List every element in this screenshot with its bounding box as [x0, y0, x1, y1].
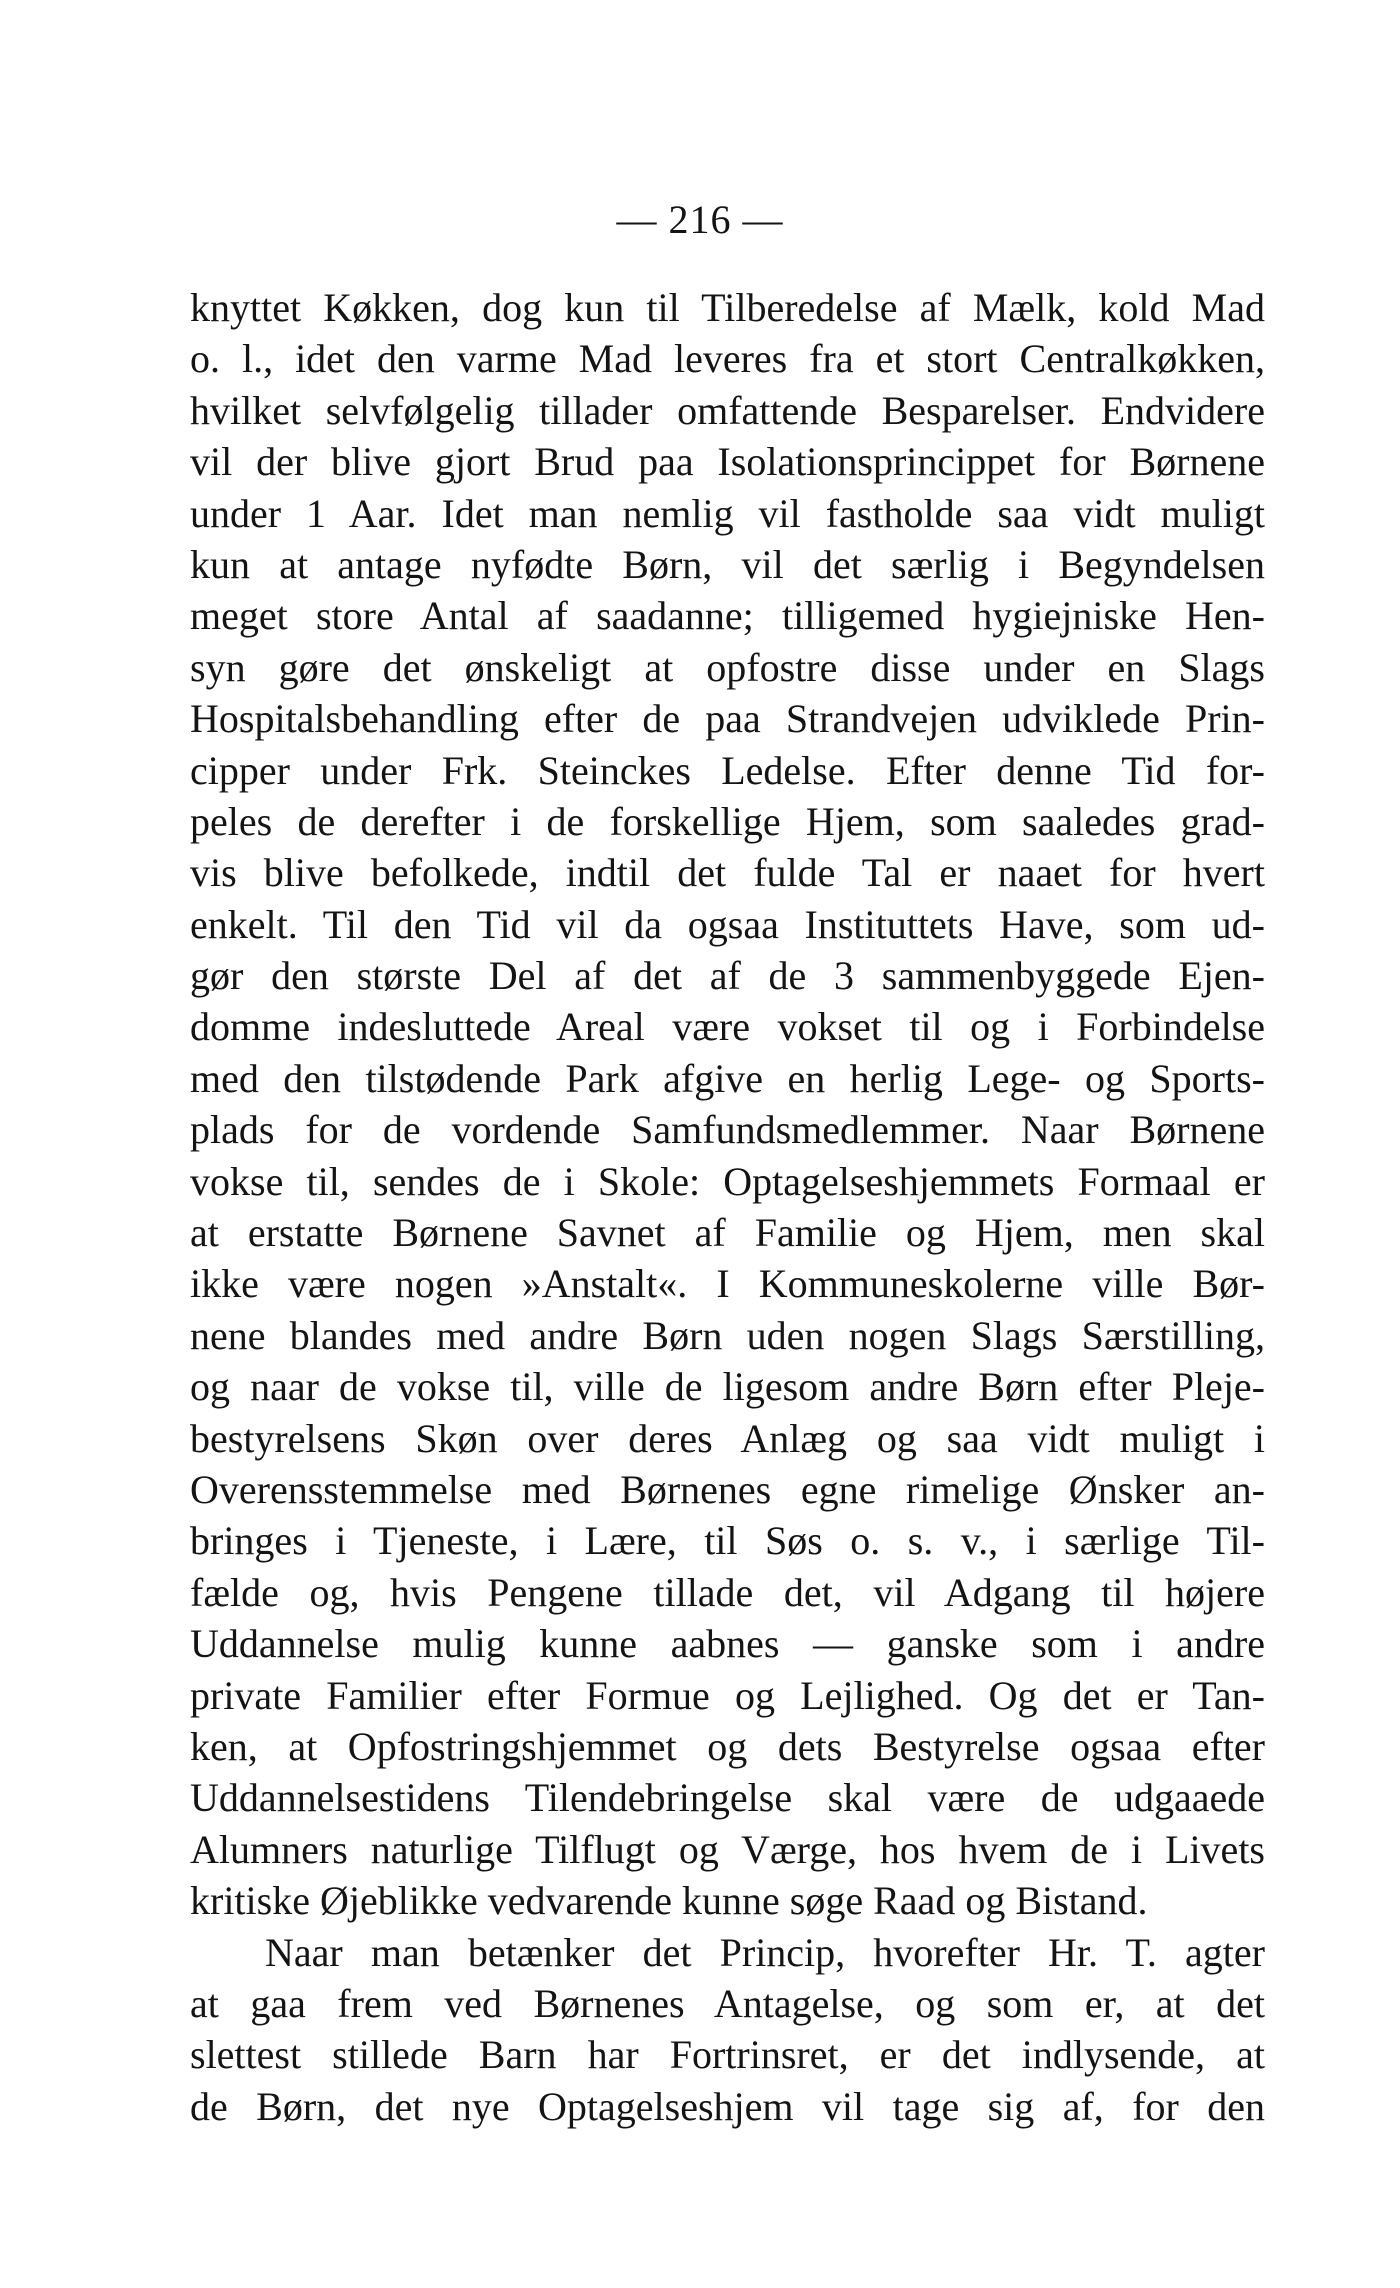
text-line: syn gøre det ønskeligt at opfostre disse under en Slags [190, 644, 1265, 690]
text-line: enkelt. Til den Tid vil da ogsaa Instituttets Have, som ud- [190, 901, 1265, 947]
text-line: vis blive befolkede, indtil det fulde Tal er naaet for hvert [190, 850, 1265, 896]
text-line: bringes i Tjeneste, i Lære, til Søs o. s. v., i særlige Til- [190, 1518, 1265, 1564]
text-line: knyttet Køkken, dog kun til Tilberedelse af Mælk, kold Mad [190, 285, 1265, 330]
text-line: Overensstemmelse med Børnenes egne rimelige Ønsker an- [190, 1466, 1265, 1512]
text-line: cipper under Frk. Steinckes Ledelse. Efter denne Tid for- [190, 747, 1265, 793]
text-line: ikke være nogen »Anstalt«. I Kommuneskolerne ville Bør- [190, 1261, 1265, 1307]
body-text [190, 282, 1265, 2132]
text-line: ken, at Opfostringshjemmet og dets Bestyrelse ogsaa efter [190, 1723, 1265, 1769]
text-line: og naar de vokse til, ville de ligesom andre Børn efter Pleje- [190, 1364, 1265, 1410]
text-line: Naar man betænker det Princip, hvorefter Hr. T. agter [265, 1929, 1265, 1975]
text-line: Uddannelsestidens Tilendebringelse skal være de udgaaede [190, 1775, 1265, 1821]
text-line: hvilket selvfølgelig tillader omfattende Besparelser. Endvidere [190, 387, 1265, 433]
text-line: vil der blive gjort Brud paa Isolationsprincippet for Børnene [190, 439, 1265, 485]
text-line: domme indesluttede Areal være vokset til og i Forbindelse [190, 1004, 1265, 1050]
text-line: gør den største Del af det af de 3 sammenbyggede Ejen- [190, 953, 1265, 999]
page-number: — 216 — [616, 197, 784, 242]
text-line: Uddannelse mulig kunne aabnes — ganske som i andre [190, 1621, 1265, 1667]
text-line: private Familier efter Formue og Lejlighed. Og det er Tan- [190, 1672, 1265, 1718]
text-line: bestyrelsens Skøn over deres Anlæg og saa vidt muligt i [190, 1415, 1265, 1461]
text-line: meget store Antal af saadanne; tilligemed hygiejniske Hen- [190, 593, 1265, 639]
text-line: vokse til, sendes de i Skole: Optagelseshjemmets Formaal er [190, 1158, 1265, 1204]
text-line: Hospitalsbehandling efter de paa Strandvejen udviklede Prin- [190, 696, 1265, 742]
text-line: slettest stillede Barn har Fortrinsret, er det indlysende, at [190, 2032, 1265, 2078]
text-line: at erstatte Børnene Savnet af Familie og Hjem, men skal [190, 1210, 1265, 1256]
text-line: kritiske Øjeblikke vedvarende kunne søge Raad og Bistand. [190, 1878, 1148, 1924]
text-line: Alumners naturlige Tilflugt og Værge, hos hvem de i Livets [190, 1826, 1265, 1872]
text-line: med den tilstødende Park afgive en herlig Lege- og Sports- [190, 1055, 1265, 1101]
text-line: kun at antage nyfødte Børn, vil det særlig i Begyndelsen [190, 541, 1265, 587]
text-line: fælde og, hvis Pengene tillade det, vil Adgang til højere [190, 1569, 1265, 1615]
text-line: o. l., idet den varme Mad leveres fra et stort Centralkøkken, [190, 336, 1265, 382]
text-line: at gaa frem ved Børnenes Antagelse, og som er, at det [190, 1980, 1265, 2026]
text-line: nene blandes med andre Børn uden nogen Slags Særstilling, [190, 1312, 1265, 1358]
text-line: under 1 Aar. Idet man nemlig vil fastholde saa vidt muligt [190, 490, 1265, 536]
text-line: de Børn, det nye Optagelseshjem vil tage sig af, for den [190, 2083, 1265, 2129]
text-line: peles de derefter i de forskellige Hjem, som saaledes grad- [190, 798, 1265, 844]
text-line: plads for de vordende Samfundsmedlemmer. Naar Børnene [190, 1107, 1265, 1153]
